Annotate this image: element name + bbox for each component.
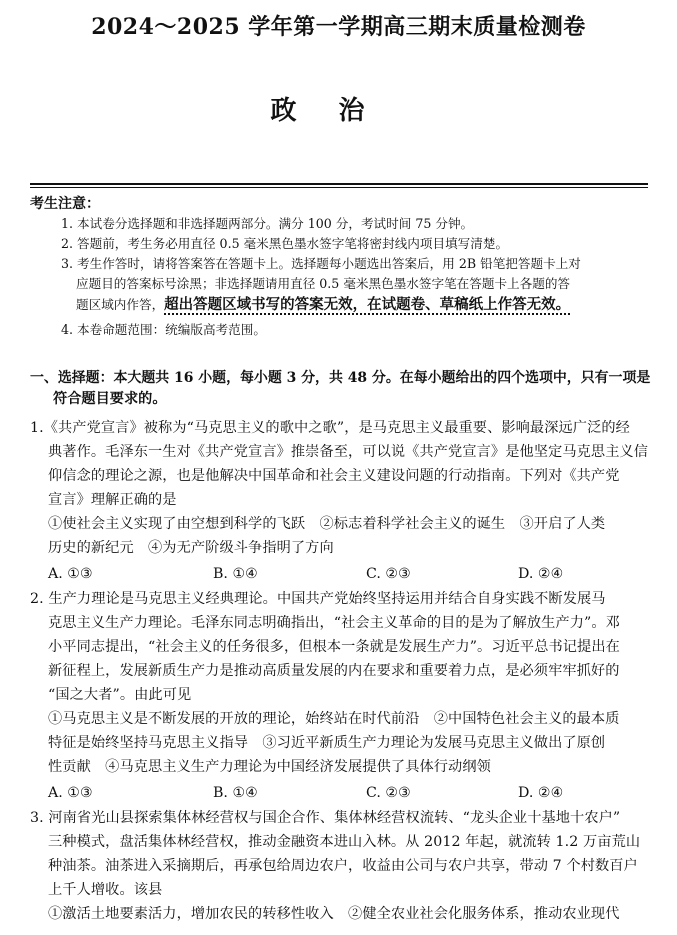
header-divider <box>30 183 648 185</box>
note-line: 3. 考生作答时，请将答案答在答题卡上。选择题每小题选出答案后，用 2B 铅笔把答题卡上对 <box>61 256 581 271</box>
question-3-text: 3. 河南省光山县探索集体林经营权与国企合作、集体林经营权流转、“龙头企业十基地十农户” <box>30 810 621 826</box>
note-line: 应题目的答案标号涂黑；非选择题请用直径 0.5 毫米黑色墨水签字笔在答题卡上各题的答 <box>76 276 571 291</box>
note-line-plain: 题区域内作答， <box>76 297 165 312</box>
question-3-statements: ①激活土地要素活力，增加农民的转移性收入 ②健全农业社会化服务体系，推动农业现代 <box>48 906 620 922</box>
exam-title: 2024～2025 学年第一学期高三期末质量检测卷 <box>91 14 586 40</box>
question-2-text: 2. 生产力理论是马克思主义经典理论。中国共产党始终坚持运用并结合自身实践不断发展马 <box>30 591 606 607</box>
question-1-statements: ①使社会主义实现了由空想到科学的飞跃 ②标志着科学社会主义的诞生 ③开启了人类 <box>48 516 606 532</box>
question-3-text: 种油茶。油茶进入采摘期后，再承包给周边农户，收益由公司与农户共享，带动 7 个村数百户 <box>48 858 638 874</box>
question-1-text: 仰信念的理论之源，也是他解决中国革命和社会主义建设问题的行动指南。下列对《共产党 <box>48 468 620 484</box>
question-1-option-d: D. ②④ <box>518 566 564 582</box>
section-heading: 一、选择题：本大题共 16 小题，每小题 3 分，共 48 分。在每小题给出的四个选项中，只有一项是 <box>30 370 651 386</box>
question-2-statements: ①马克思主义是不断发展的开放的理论，始终站在时代前沿 ②中国特色社会主义的最本质 <box>48 711 620 727</box>
note-line: 1. 本试卷分选择题和非选择题两部分。满分 100 分，考试时间 75 分钟。 <box>61 216 474 231</box>
question-2-option-d: D. ②④ <box>518 785 564 801</box>
section-heading-cont: 符合题目要求的。 <box>53 391 167 407</box>
question-1-option-b: B. ①④ <box>213 566 258 582</box>
question-2-text: 新征程上，发展新质生产力是推动高质量发展的内在要求和重要着力点，是必须牢牢抓好的 <box>48 663 620 679</box>
question-2-option-a: A. ①③ <box>48 785 93 801</box>
note-line: 2. 答题前，考生务必用直径 0.5 毫米黑色墨水签字笔将密封线内项目填写清楚。 <box>61 236 509 251</box>
subject-title: 政治 <box>270 96 407 126</box>
question-3-text: 三种模式，盘活集体林经营权，推动金融资本进山入林。从 2012 年起，就流转 1.2 万亩荒山 <box>48 834 641 850</box>
question-2-option-b: B. ①④ <box>213 785 258 801</box>
note-line: 4. 本卷命题范围：统编版高考范围。 <box>61 322 266 337</box>
question-1-statements: 历史的新纪元 ④为无产阶级斗争指明了方向 <box>48 540 334 556</box>
question-1-option-c: C. ②③ <box>366 566 411 582</box>
question-2-text: 克思主义生产力理论。毛泽东同志明确指出，“社会主义革命的目的是为了解放生产力”。邓 <box>48 615 620 631</box>
question-3-text: 上千人增收。该县 <box>48 882 163 898</box>
question-1-text: 1.《共产党宣言》被称为“马克思主义的歌中之歌”，是马克思主义最重要、影响最深远广泛的经 <box>30 420 630 436</box>
question-2-text: “国之大者”。由此可见 <box>48 687 192 703</box>
question-2-option-c: C. ②③ <box>366 785 411 801</box>
notes-title: 考生注意： <box>30 196 100 212</box>
question-1-text: 典著作。毛泽东一生对《共产党宣言》推崇备至，可以说《共产党宣言》是他坚定马克思主义信 <box>48 444 649 460</box>
question-2-text: 小平同志提出，“社会主义的任务很多，但根本一条就是发展生产力”。习近平总书记提出在 <box>48 639 620 655</box>
note-line <box>76 295 570 315</box>
question-1-text: 宣言》理解正确的是 <box>48 492 177 508</box>
question-1-option-a: A. ①③ <box>48 566 93 582</box>
question-2-statements: 特征是始终坚持马克思主义指导 ③习近平新质生产力理论为发展马克思主义做出了原创 <box>48 735 606 751</box>
note-emphasis: 超出答题区域书写的答案无效，在试题卷、草稿纸上作答无效。 <box>164 296 571 313</box>
header-divider-thin <box>30 187 648 188</box>
question-2-statements: 性贡献 ④马克思主义生产力理论为中国经济发展提供了具体行动纲领 <box>48 759 491 775</box>
